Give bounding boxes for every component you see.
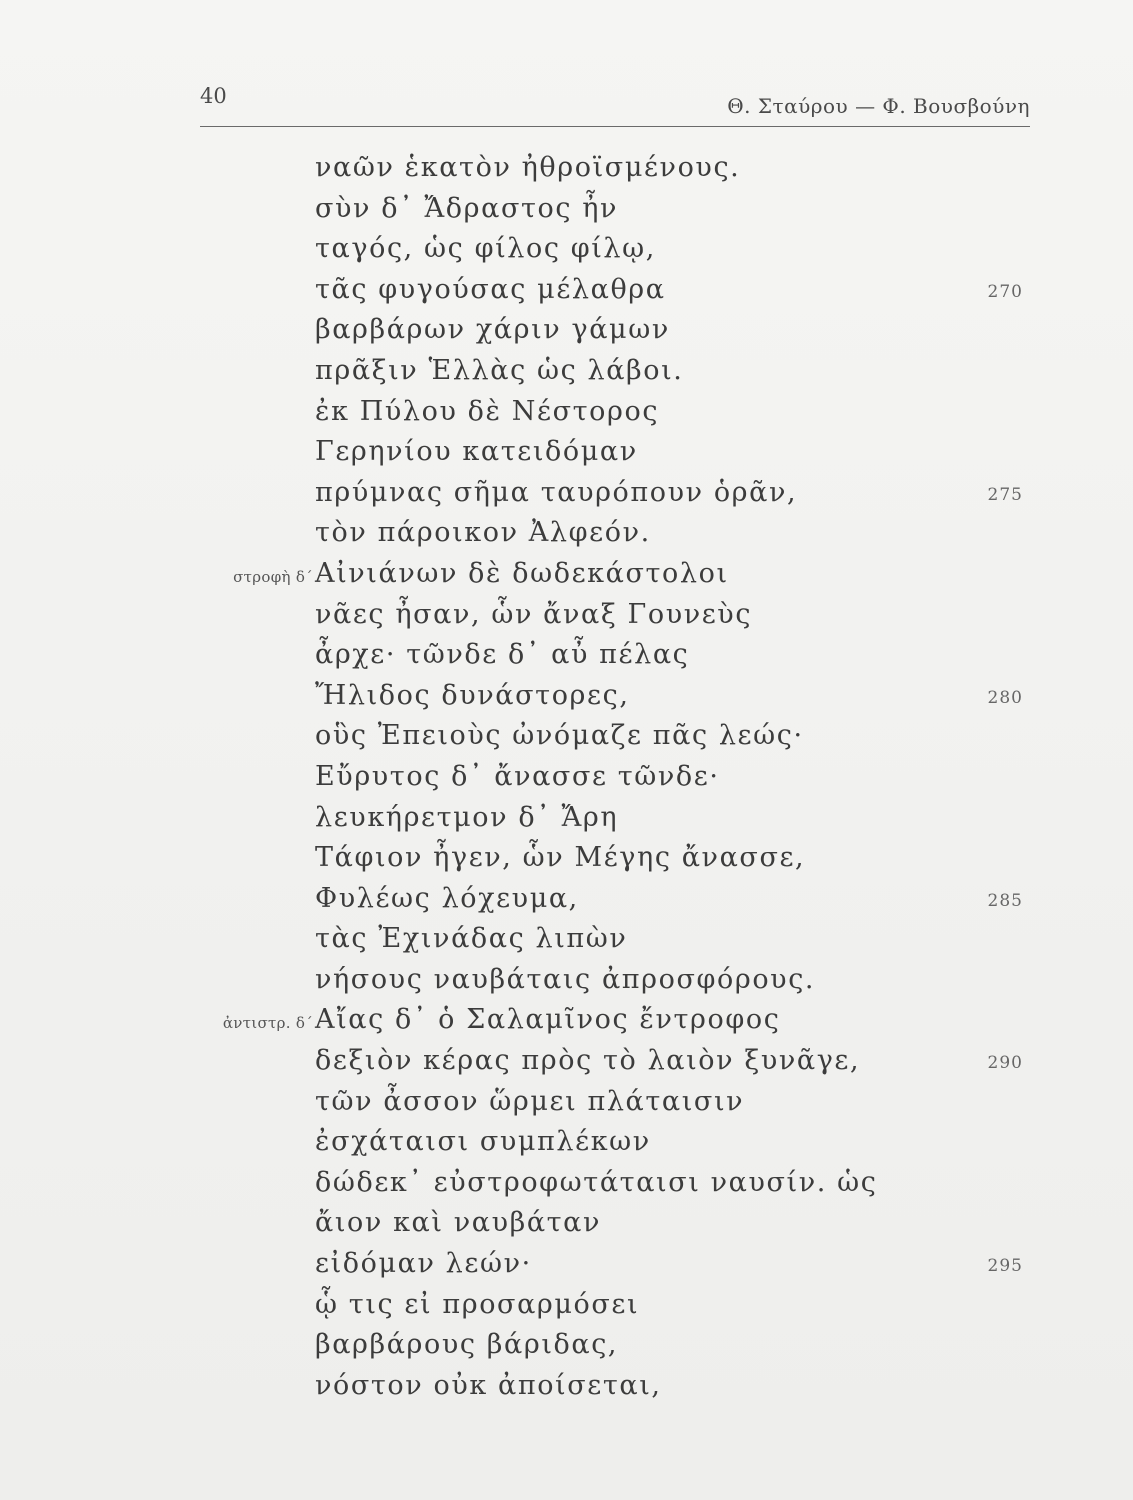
verse-text: ἆρχε· τῶνδε δ᾽ αὖ πέλας xyxy=(315,639,690,671)
page-number: 40 xyxy=(200,84,227,108)
poem-line xyxy=(0,1205,1133,1246)
page-header xyxy=(200,80,1030,127)
verse-text: Γερηνίου κατειδόμαν xyxy=(315,436,638,468)
poem-line xyxy=(0,1165,1133,1206)
verse-text: Ἤλιδος δυνάστορες, xyxy=(315,679,630,711)
poem-line xyxy=(0,678,1133,719)
poem-line xyxy=(0,597,1133,638)
poem-line xyxy=(0,1002,1133,1043)
verse-text: εἰδόμαν λεών· xyxy=(315,1248,532,1280)
poem-line xyxy=(0,718,1133,759)
verse-text: ἐκ Πύλου δὲ Νέστορος xyxy=(315,395,660,427)
verse-text: Τάφιον ἦγεν, ὧν Μέγης ἄνασσε, xyxy=(315,842,806,874)
poem-line xyxy=(0,1287,1133,1328)
verse-text: τὸν πάροικον Ἀλφεόν. xyxy=(315,517,651,549)
poem-line xyxy=(0,353,1133,394)
verse-text: βαρβάρους βάριδας, xyxy=(315,1329,619,1361)
line-number: 280 xyxy=(987,687,1023,708)
verse-text: Αἴας δ᾽ ὁ Σαλαμῖνος ἔντροφος xyxy=(315,1004,781,1036)
verse-text: δώδεκ᾽ εὐστροφωτάταισι ναυσίν. ὡς xyxy=(315,1166,878,1198)
verse-text: ἄιον καὶ ναυβάταν xyxy=(315,1207,602,1239)
verse-text: τῶν ἆσσον ὥρμει πλάταισιν xyxy=(315,1085,745,1117)
verse-text: Εὔρυτος δ᾽ ἄνασσε τῶνδε· xyxy=(315,760,720,792)
poem-line xyxy=(0,881,1133,922)
poem-line xyxy=(0,191,1133,232)
line-number: 295 xyxy=(987,1256,1023,1277)
section-label: στροφὴ δ´ xyxy=(233,567,313,586)
poem-line xyxy=(0,272,1133,313)
poem-text xyxy=(0,150,1133,1408)
verse-text: νόστον οὐκ ἀποίσεται, xyxy=(315,1369,662,1401)
line-number: 285 xyxy=(987,890,1023,911)
poem-line xyxy=(0,150,1133,191)
poem-line xyxy=(0,1084,1133,1125)
section-label: ἀντιστρ. δ´ xyxy=(222,1014,313,1033)
verse-text: ᾧ τις εἰ προσαρμόσει xyxy=(315,1288,640,1320)
line-number: 275 xyxy=(987,484,1023,505)
verse-text: οὓς Ἐπειοὺς ὠνόμαζε πᾶς λεώς· xyxy=(315,720,804,752)
poem-line xyxy=(0,1327,1133,1368)
verse-text: λευκήρετμον δ᾽ Ἄρη xyxy=(315,801,619,833)
line-number: 290 xyxy=(987,1053,1023,1074)
verse-text: νήσους ναυβάταις ἀπροσφόρους. xyxy=(315,963,816,995)
poem-line xyxy=(0,434,1133,475)
verse-text: Φυλέως λόχευμα, xyxy=(315,882,579,914)
poem-line xyxy=(0,962,1133,1003)
poem-line xyxy=(0,800,1133,841)
running-head: Θ. Σταύρου — Φ. Βουσβούνη xyxy=(727,94,1030,118)
verse-text: ἐσχάταισι συμπλέκων xyxy=(315,1126,651,1158)
verse-text: τᾶς φυγούσας μέλαθρα xyxy=(315,273,666,305)
poem-line xyxy=(0,515,1133,556)
poem-line xyxy=(0,394,1133,435)
poem-line xyxy=(0,231,1133,272)
verse-text: πρᾶξιν Ἑλλὰς ὡς λάβοι. xyxy=(315,354,684,386)
poem-line xyxy=(0,1124,1133,1165)
verse-text: βαρβάρων χάριν γάμων xyxy=(315,314,670,346)
line-number: 270 xyxy=(987,281,1023,302)
verse-text: ταγός, ὡς φίλος φίλῳ, xyxy=(315,233,656,265)
verse-text: σὺν δ᾽ Ἄδραστος ἦν xyxy=(315,192,619,224)
poem-line xyxy=(0,475,1133,516)
poem-line xyxy=(0,921,1133,962)
poem-line xyxy=(0,1368,1133,1409)
verse-text: πρύμνας σῆμα ταυρόπουν ὁρᾶν, xyxy=(315,476,798,508)
poem-line xyxy=(0,556,1133,597)
verse-text: τὰς Ἐχινάδας λιπὼν xyxy=(315,923,628,955)
poem-line xyxy=(0,1246,1133,1287)
verse-text: Αἰνιάνων δὲ δωδεκάστολοι xyxy=(315,557,729,589)
verse-text: νᾶες ἦσαν, ὧν ἄναξ Γουνεὺς xyxy=(315,598,753,630)
poem-line xyxy=(0,1043,1133,1084)
poem-line xyxy=(0,759,1133,800)
verse-text: δεξιὸν κέρας πρὸς τὸ λαιὸν ξυνᾶγε, xyxy=(315,1045,861,1077)
poem-line xyxy=(0,312,1133,353)
verse-text: ναῶν ἑκατὸν ἠθροϊσμένους. xyxy=(315,152,741,183)
poem-line xyxy=(0,840,1133,881)
poem-line xyxy=(0,637,1133,678)
